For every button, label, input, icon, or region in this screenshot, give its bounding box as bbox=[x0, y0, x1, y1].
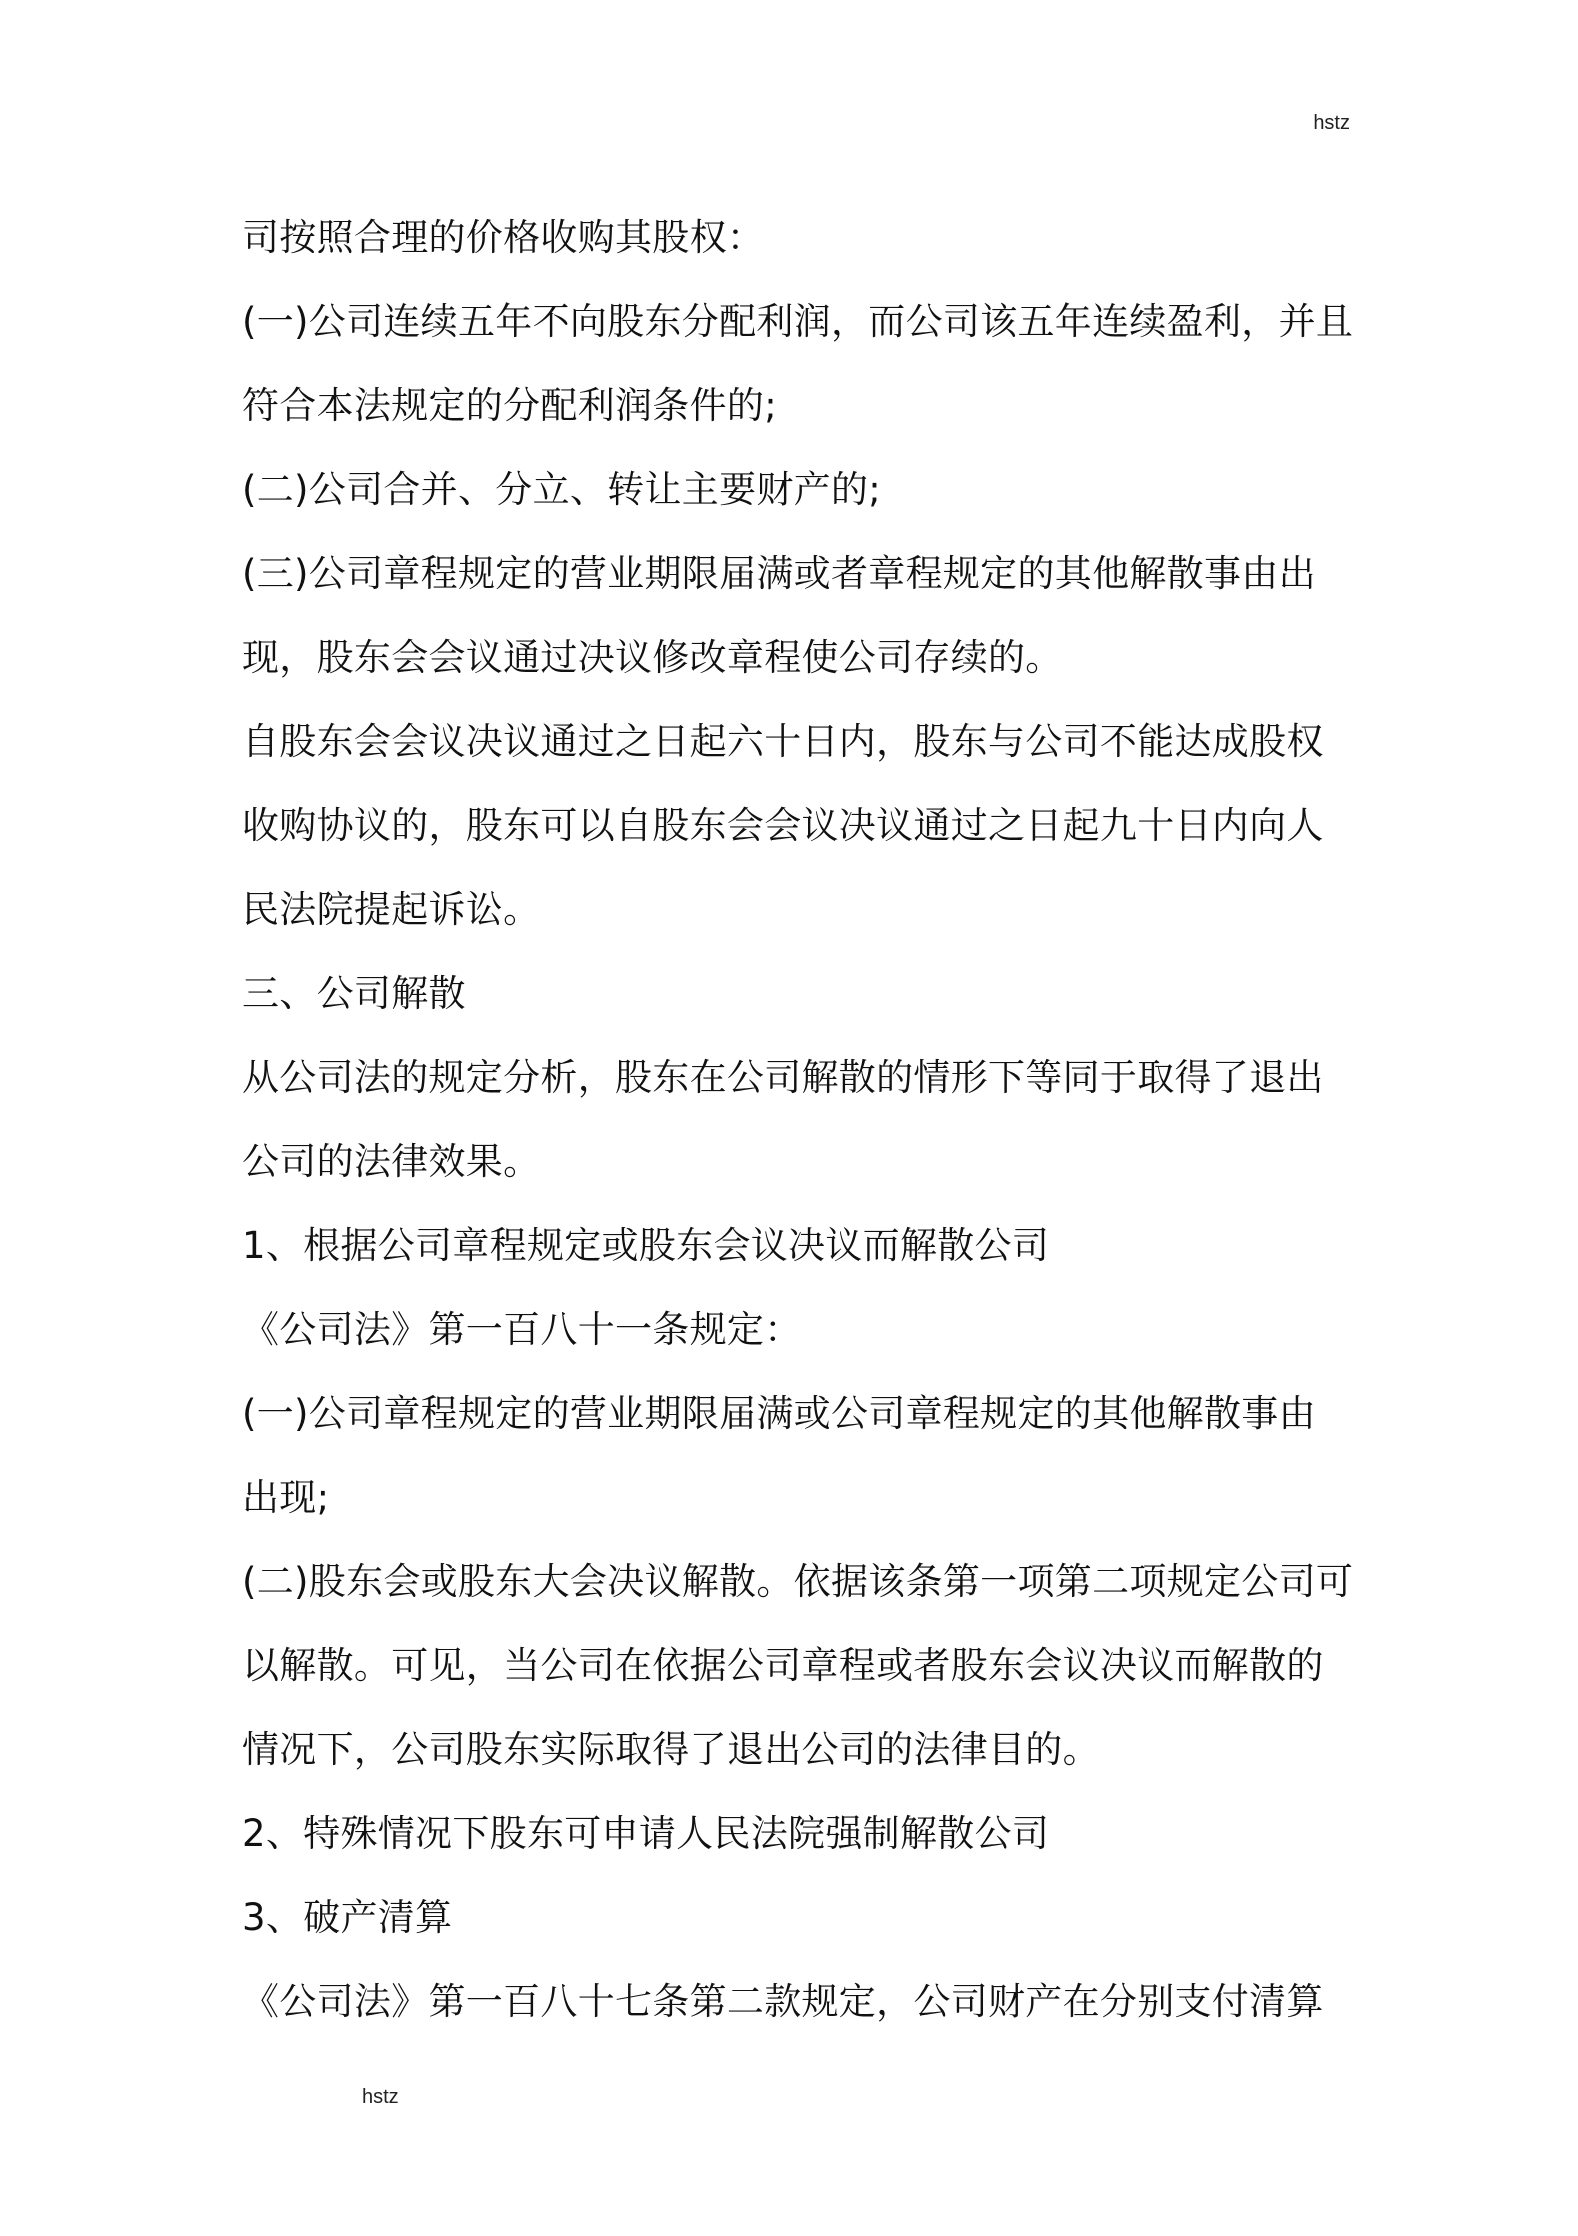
document-body bbox=[242, 196, 1362, 2044]
text-line: 公司的法律效果。 bbox=[242, 1140, 541, 1183]
text-line: 收购协议的，股东可以自股东会会议决议通过之日起九十日内向人 bbox=[242, 804, 1324, 847]
text-line: (二)股东会或股东大会决议解散。依据该条第一项第二项规定公司可 bbox=[242, 1560, 1354, 1603]
text-line: 《公司法》第一百八十七条第二款规定，公司财产在分别支付清算 bbox=[242, 1980, 1324, 2023]
subsection-heading: 1、根据公司章程规定或股东会议决议而解散公司 bbox=[242, 1224, 1050, 1267]
text-line: 自股东会会议决议通过之日起六十日内，股东与公司不能达成股权 bbox=[242, 720, 1324, 763]
subsection-heading: 2、特殊情况下股东可申请人民法院强制解散公司 bbox=[242, 1812, 1050, 1855]
text-line: 现，股东会会议通过决议修改章程使公司存续的。 bbox=[242, 636, 1063, 679]
text-line: 情况下，公司股东实际取得了退出公司的法律目的。 bbox=[242, 1728, 1100, 1771]
text-line: (三)公司章程规定的营业期限届满或者章程规定的其他解散事由出 bbox=[242, 552, 1316, 595]
text-line: (一)公司连续五年不向股东分配利润，而公司该五年连续盈利，并且 bbox=[242, 300, 1354, 343]
text-line: (一)公司章程规定的营业期限届满或公司章程规定的其他解散事由 bbox=[242, 1392, 1316, 1435]
text-line: 从公司法的规定分析，股东在公司解散的情形下等同于取得了退出 bbox=[242, 1056, 1324, 1099]
header-mark: hstz bbox=[1313, 112, 1350, 134]
section-heading: 三、公司解散 bbox=[242, 972, 466, 1015]
text-line: 《公司法》第一百八十一条规定： bbox=[242, 1308, 802, 1351]
text-line: 出现; bbox=[242, 1476, 330, 1519]
text-line: 符合本法规定的分配利润条件的; bbox=[242, 384, 777, 427]
subsection-heading: 3、破产清算 bbox=[242, 1896, 453, 1939]
text-line: (二)公司合并、分立、转让主要财产的; bbox=[242, 468, 882, 511]
text-line: 司按照合理的价格收购其股权： bbox=[242, 216, 765, 259]
text-line: 以解散。可见，当公司在依据公司章程或者股东会议决议而解散的 bbox=[242, 1644, 1324, 1687]
text-line: 民法院提起诉讼。 bbox=[242, 888, 541, 931]
footer-mark: hstz bbox=[362, 2086, 399, 2108]
